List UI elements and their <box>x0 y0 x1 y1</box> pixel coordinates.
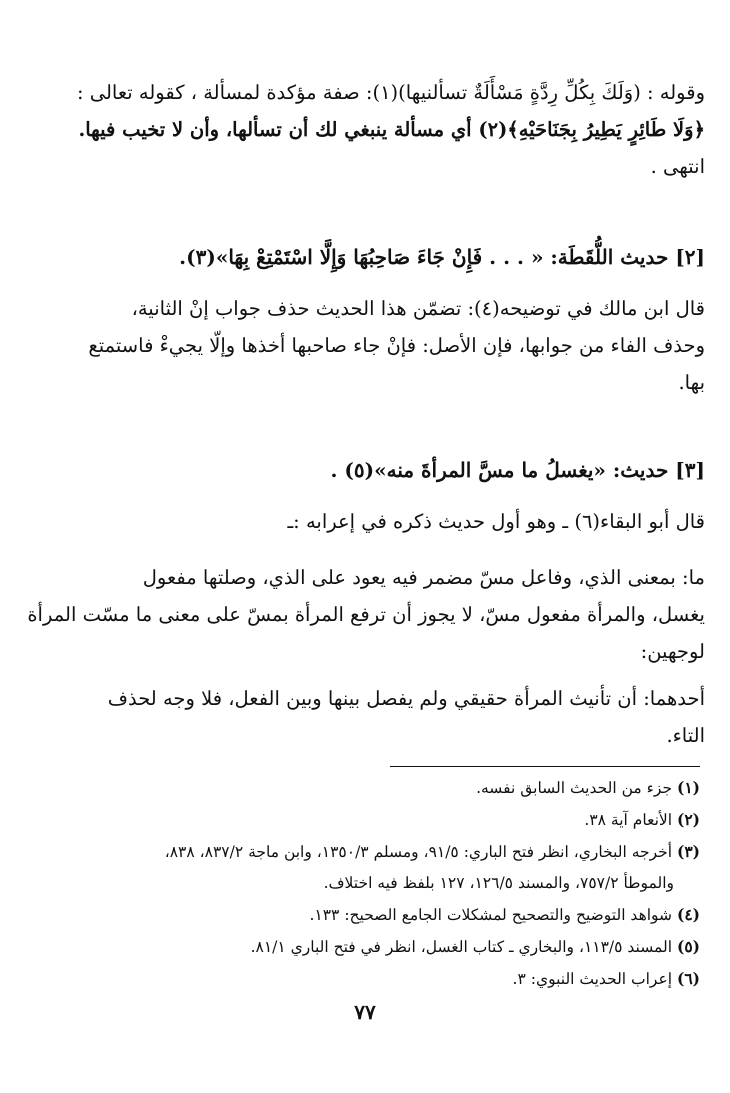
page-number: ٧٧ <box>354 1000 376 1024</box>
paragraph-line: قال أبو البقاء(٦) ـ وهو أول حديث ذكره في إعرابه :ـ <box>287 510 705 533</box>
section-3-paragraph-2 <box>27 559 705 670</box>
footnote: (٢) الأنعام آية ٣٨. <box>584 810 700 829</box>
paragraph-line: ما: بمعنى الذي، وفاعل مسّ مضمر فيه يعود على الذي، وصلتها مفعول <box>142 566 705 589</box>
section-2-heading: [٢] حديث اللُّقَطَة: « . . . فَإِنْ جَاءَ صَاحِبُهَا وَإِلَّا اسْتَمْتِعْ بِهَا»(٣). <box>179 245 705 269</box>
quran-verse-line: ﴿وَلَا طَائِرٍ يَطِيرُ بِجَنَاحَيْهِ﴾(٢) أي مسألة ينبغي لك أن تسألها، وأن لا تخيب فيها. <box>78 118 705 141</box>
paragraph-intro <box>76 74 705 185</box>
footnote: (٣) أخرجه البخاري، انظر فتح الباري: ٩١/٥، ومسلم ١٣٥٠/٣، وابن ماجة ٨٣٧/٢، ٨٣٨، <box>164 842 700 861</box>
paragraph-line: انتهى . <box>650 155 705 178</box>
paragraph-line: بها. <box>678 371 705 394</box>
paragraph-line: التاء. <box>666 724 705 747</box>
section-3-intro <box>95 503 705 540</box>
footnote: (٥) المسند ١١٣/٥، والبخاري ـ كتاب الغسل، انظر في فتح الباري ٨١/١. <box>250 937 700 956</box>
footnote: (١) جزء من الحديث السابق نفسه. <box>476 778 700 797</box>
paragraph-line: لوجهين: <box>640 640 705 663</box>
paragraph-line: وقوله : (وَلَكَ بِكُلِّ رِدَّةٍ مَسْأَلَةٌ تسألنيها)(١): صفة مؤكدة لمسألة ، كقوله تعالى : <box>76 81 705 104</box>
footnotes <box>100 772 700 995</box>
section-2-body <box>88 290 705 401</box>
paragraph-line: يغسل، والمرأة مفعول مسّ، لا يجوز أن ترفع المرأة بمسّ على معنى ما مسّت المرأة <box>27 603 705 626</box>
paragraph-line: قال ابن مالك في توضيحه(٤): تضمّن هذا الحديث حذف جواب إنْ الثانية، <box>131 297 705 320</box>
footnote-continuation: والموطأ ٧٥٧/٢، والمسند ١٢٦/٥، ١٢٧ بلفظ فيه اختلاف. <box>323 874 674 892</box>
section-3-paragraph-3 <box>95 680 705 754</box>
footnote-divider <box>390 766 700 767</box>
footnote: (٤) شواهد التوضيح والتصحيح لمشكلات الجامع الصحيح: ١٣٣. <box>309 905 700 924</box>
paragraph-line: أحدهما: أن تأنيث المرأة حقيقي ولم يفصل بينها وبين الفعل، فلا وجه لحذف <box>107 687 705 710</box>
footnote: (٦) إعراب الحديث النبوي: ٣. <box>512 969 700 988</box>
section-3-heading: [٣] حديث: «يغسلُ ما مسَّ المرأةَ منه»(٥) . <box>330 458 705 482</box>
paragraph-line: وحذف الفاء من جوابها، فإن الأصل: فإنْ جاء صاحبها أخذها وإلّا يجيءْ فاستمتع <box>88 334 705 357</box>
